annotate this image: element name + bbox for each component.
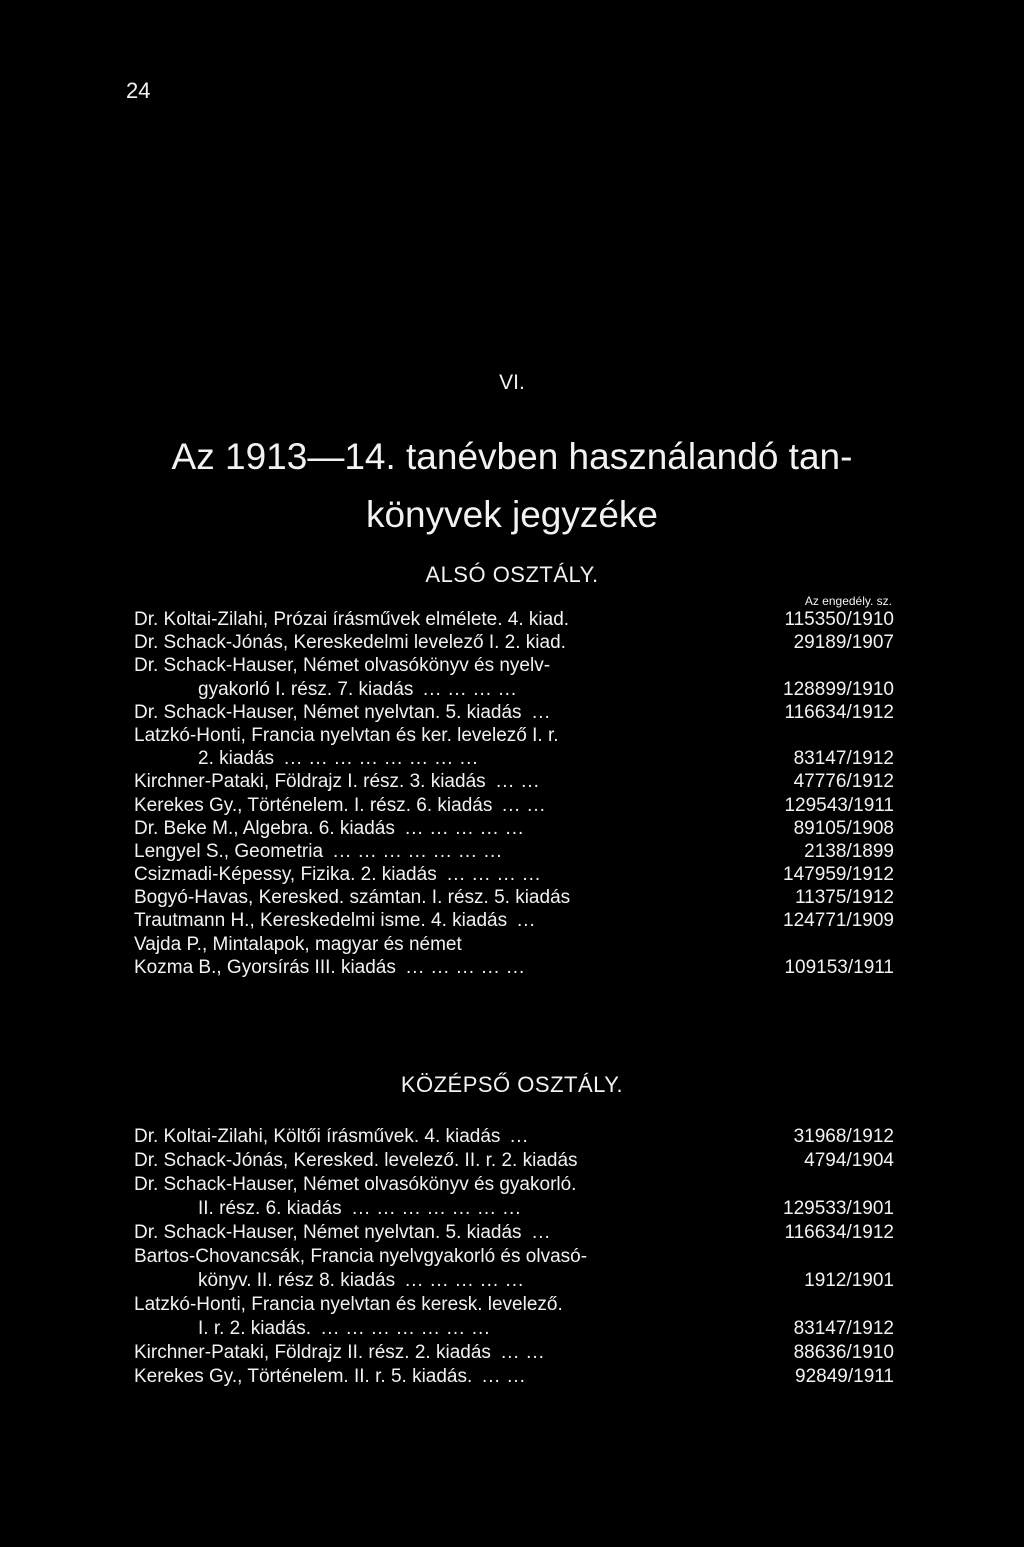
book-entry-text: Bogyó-Havas, Keresked. számtan. I. rész. 5. kiadás [134, 887, 571, 909]
leader-dots: ... ... ... ... ... ... ... [321, 1318, 491, 1339]
list-item [134, 840, 894, 863]
book-entry-text: Lengyel S., Geometria [134, 840, 324, 862]
book-list-kozepso [134, 1125, 894, 1389]
list-item [134, 909, 894, 932]
approval-number: 128899/1910 [783, 678, 894, 700]
book-entry-text: gyakorló I. rész. 7. kiadás [198, 678, 414, 700]
list-item [134, 1317, 894, 1341]
leader-dots: ... [517, 910, 536, 932]
book-entry-text: Trautmann H., Kereskedelmi isme. 4. kiadás [134, 910, 508, 932]
section-number: VI. [499, 371, 525, 394]
page-number: 24 [126, 78, 151, 103]
list-item [134, 770, 894, 793]
book-entry-text: Kerekes Gy., Történelem. II. r. 5. kiadás. [134, 1366, 473, 1387]
approval-number: 92849/1911 [795, 1366, 894, 1387]
approval-number: 4794/1904 [804, 1150, 894, 1171]
approval-number: 83147/1912 [793, 748, 894, 770]
section-heading-kozepso: KÖZÉPSŐ OSZTÁLY. [400, 1072, 624, 1097]
title-line-1: Az 1913—14. tanévben használandó tan- [171, 436, 853, 477]
leader-dots: ... ... ... ... ... ... ... ... [284, 748, 479, 770]
list-item [134, 933, 894, 956]
book-entry-text: Dr. Koltai-Zilahi, Költői írásművek. 4. kiadás [134, 1126, 501, 1147]
approval-number: 11375/1912 [795, 887, 894, 909]
list-item [134, 678, 894, 701]
list-item [134, 701, 894, 724]
list-item [134, 1341, 894, 1365]
book-entry-text: Kirchner-Pataki, Földrajz I. rész. 3. kiadás [134, 771, 486, 793]
book-entry-text: Dr. Schack-Hauser, Német nyelvtan. 5. kiadás [134, 1222, 522, 1243]
book-entry-text: Dr. Schack-Hauser, Német olvasókönyv és nyelv- [134, 655, 551, 677]
book-entry-text: Latzkó-Honti, Francia nyelvtan és keresk. levelező. [134, 1294, 563, 1315]
list-item [134, 1173, 894, 1197]
book-entry-text: Vajda P., Mintalapok, magyar és német [134, 933, 462, 955]
list-item [134, 724, 894, 747]
leader-dots: ... ... ... ... ... ... ... [333, 840, 503, 862]
list-item [134, 631, 894, 654]
leader-dots: ... ... [482, 1366, 526, 1387]
approval-number: 83147/1912 [793, 1318, 894, 1339]
approval-number: 29189/1907 [793, 632, 894, 654]
approval-number: 2138/1899 [804, 840, 894, 862]
book-entry-text: könyv. II. rész 8. kiadás [198, 1270, 396, 1291]
list-item [134, 817, 894, 840]
list-item [134, 863, 894, 886]
leader-dots: ... [532, 1222, 551, 1243]
approval-number: 47776/1912 [793, 771, 894, 793]
book-entry-text: Dr. Schack-Jónás, Keresked. levelező. II. r. 2. kiadás [134, 1150, 578, 1171]
book-entry-text: I. r. 2. kiadás. [198, 1318, 311, 1339]
leader-dots: ... [532, 701, 551, 723]
leader-dots: ... ... ... ... [447, 864, 542, 886]
book-entry-text: Dr. Schack-Jónás, Kereskedelmi levelező I. 2. kiad. [134, 632, 566, 654]
list-item [134, 747, 894, 770]
list-item [134, 956, 894, 979]
book-entry-text: Dr. Schack-Hauser, Német olvasókönyv és gyakorló. [134, 1174, 577, 1195]
leader-dots: ... ... [496, 771, 540, 793]
book-entry-text: 2. kiadás [198, 748, 275, 770]
leader-dots: ... ... [502, 794, 546, 816]
leader-dots: ... ... ... ... ... [405, 1270, 525, 1291]
approval-number: 129533/1901 [783, 1198, 894, 1219]
list-item [134, 1125, 894, 1149]
page-title [0, 428, 1024, 544]
approval-number: 88636/1910 [793, 1342, 894, 1363]
list-item [134, 1221, 894, 1245]
book-entry-text: Csizmadi-Képessy, Fizika. 2. kiadás [134, 864, 437, 886]
list-item [134, 886, 894, 909]
leader-dots: ... [510, 1126, 529, 1147]
book-entry-text: Kerekes Gy., Történelem. I. rész. 6. kiadás [134, 794, 493, 816]
book-entry-text: Dr. Beke M., Algebra. 6. kiadás [134, 817, 395, 839]
list-item [134, 1149, 894, 1173]
approval-number: 147959/1912 [783, 864, 894, 886]
leader-dots: ... ... ... ... ... [405, 817, 525, 839]
approval-number: 1912/1901 [804, 1270, 894, 1291]
title-line-2: könyvek jegyzéke [365, 494, 659, 535]
book-entry-text: II. rész. 6. kiadás [198, 1198, 342, 1219]
book-list-also [134, 608, 894, 979]
approval-number: 89105/1908 [793, 817, 894, 839]
leader-dots: ... ... ... ... ... [406, 956, 526, 978]
approval-number: 129543/1911 [784, 794, 894, 816]
leader-dots: ... ... ... ... [423, 678, 518, 700]
list-item [134, 1269, 894, 1293]
list-item [134, 1365, 894, 1389]
book-entry-text: Kirchner-Pataki, Földrajz II. rész. 2. kiadás [134, 1342, 491, 1363]
book-entry-text: Bartos-Chovancsák, Francia nyelvgyakorló és olvasó- [134, 1246, 588, 1267]
section-heading-also: ALSÓ OSZTÁLY. [425, 562, 599, 587]
approval-number: 116634/1912 [784, 701, 894, 723]
approval-number: 115350/1910 [784, 609, 894, 630]
book-entry-text: Kozma B., Gyorsírás III. kiadás [134, 956, 396, 978]
book-entry-text: Dr. Schack-Hauser, Német nyelvtan. 5. kiadás [134, 701, 522, 723]
list-item [134, 1245, 894, 1269]
list-item [134, 794, 894, 817]
leader-dots: ... ... [501, 1342, 545, 1363]
book-entry-text: Dr. Koltai-Zilahi, Prózai írásművek elmélete. 4. kiad. [134, 609, 570, 630]
approval-number: 109153/1911 [784, 956, 894, 978]
list-item [134, 608, 894, 631]
leader-dots: ... ... ... ... ... ... ... [352, 1198, 522, 1219]
approval-number: 116634/1912 [784, 1222, 894, 1243]
approval-number: 124771/1909 [783, 910, 894, 932]
list-item [134, 654, 894, 677]
book-entry-text: Latzkó-Honti, Francia nyelvtan és ker. levelező I. r. [134, 724, 559, 746]
list-item [134, 1293, 894, 1317]
list-item [134, 1197, 894, 1221]
approval-number: 31968/1912 [793, 1126, 894, 1147]
column-header: Az engedély. sz. [804, 594, 892, 608]
